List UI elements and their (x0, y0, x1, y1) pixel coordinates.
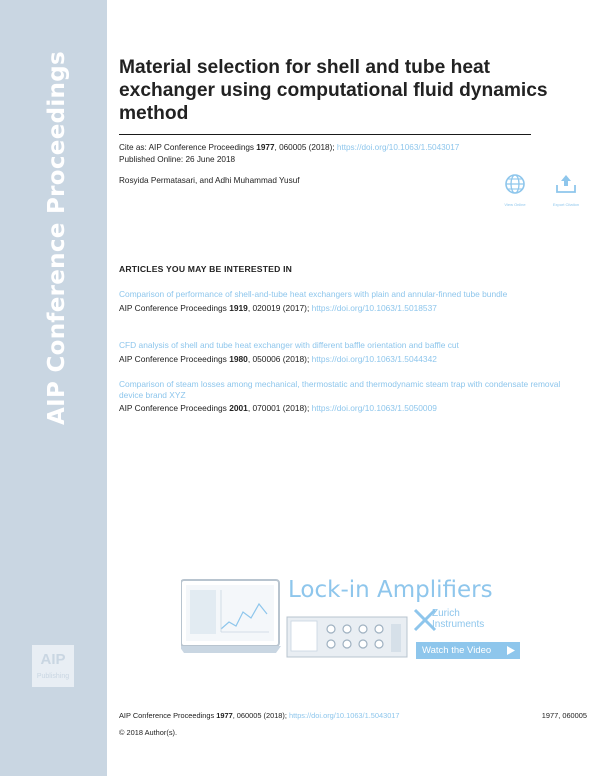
view-online-button[interactable] (495, 173, 535, 207)
footer-page-id: 1977, 060005 (541, 711, 587, 720)
logo-text: AIP (40, 651, 66, 668)
article-title: Material selection for shell and tube heat exchanger using computational fluid dynamics method (119, 57, 548, 124)
ad-brand-line2: Instruments (432, 619, 485, 630)
cite-label: Cite as: AIP Conference Proceedings (119, 143, 257, 152)
related-article-title[interactable]: Comparison of performance of shell-and-tube heat exchangers with plain and annular-finned tube bundle (119, 289, 508, 299)
play-icon (506, 646, 515, 655)
authors: Rosyida Permatasari, and Adhi Muhammad Yusuf (119, 176, 300, 185)
aip-publishing-logo[interactable] (32, 645, 74, 687)
ad-brand (432, 608, 484, 630)
related-cite-volume: 2001 (229, 403, 248, 413)
related-article-2 (119, 340, 584, 364)
footer-cite-prefix: AIP Conference Proceedings (119, 711, 217, 720)
export-icon (554, 173, 578, 195)
related-article-title[interactable]: CFD analysis of shell and tube heat exchanger with different baffle orientation and baffle cut (119, 340, 459, 350)
globe-icon (504, 173, 526, 195)
published-date: Published Online: 26 June 2018 (119, 155, 236, 164)
related-doi-link[interactable]: https://doi.org/10.1063/1.5018537 (311, 302, 437, 313)
related-articles-heading: ARTICLES YOU MAY BE INTERESTED IN (119, 264, 293, 274)
related-cite-prefix: AIP Conference Proceedings (119, 353, 230, 364)
related-cite-rest: , 020019 (2017); (247, 302, 312, 313)
related-doi-link[interactable]: https://doi.org/10.1063/1.5050009 (311, 403, 437, 413)
cite-rest: , 060005 (2018); (274, 143, 337, 152)
ad-headline: Lock-in Amplifiers (288, 577, 493, 603)
doi-link[interactable]: https://doi.org/10.1063/1.5043017 (336, 143, 460, 152)
footer-citation (119, 711, 587, 720)
related-article-citation (119, 303, 584, 314)
related-doi-link[interactable]: https://doi.org/10.1063/1.5044342 (311, 353, 437, 364)
related-article-title[interactable]: Comparison of steam losses among mechanical, thermostatic and thermodynamic steam trap with condensate removal device brand XYZ (119, 379, 561, 400)
related-article-3 (119, 379, 584, 414)
related-article-citation (119, 354, 584, 365)
cite-volume: 1977 (256, 143, 275, 152)
related-article-1 (119, 289, 584, 313)
title-divider (119, 134, 531, 135)
export-citation-label: Export Citation (552, 202, 580, 207)
watch-video-label: Watch the Video (422, 645, 492, 656)
export-citation-button[interactable] (546, 173, 586, 207)
footer-doi-link[interactable]: https://doi.org/10.1063/1.5043017 (288, 711, 400, 720)
related-cite-volume: 1919 (229, 302, 248, 313)
sidebar-journal-text: AIP Conference Proceedings (44, 51, 70, 425)
footer-cite-rest: , 060005 (2018); (232, 711, 289, 720)
copyright: © 2018 Author(s). (119, 728, 178, 737)
related-cite-prefix: AIP Conference Proceedings (119, 403, 230, 413)
logo-subtext: Publishing (36, 673, 70, 680)
related-cite-rest: , 050006 (2018); (247, 353, 312, 364)
laptop-illustration (181, 580, 281, 653)
related-article-citation (119, 403, 584, 414)
watch-video-button[interactable] (416, 642, 520, 659)
citation-line (119, 143, 459, 152)
related-cite-volume: 1980 (229, 353, 248, 364)
related-cite-rest: , 070001 (2018); (247, 403, 312, 413)
ad-brand-line1: Zurich (432, 608, 460, 619)
instrument-illustration (287, 617, 407, 657)
footer-cite-volume: 1977 (216, 711, 233, 720)
related-cite-prefix: AIP Conference Proceedings (119, 302, 230, 313)
view-online-label: View Online (504, 202, 526, 207)
